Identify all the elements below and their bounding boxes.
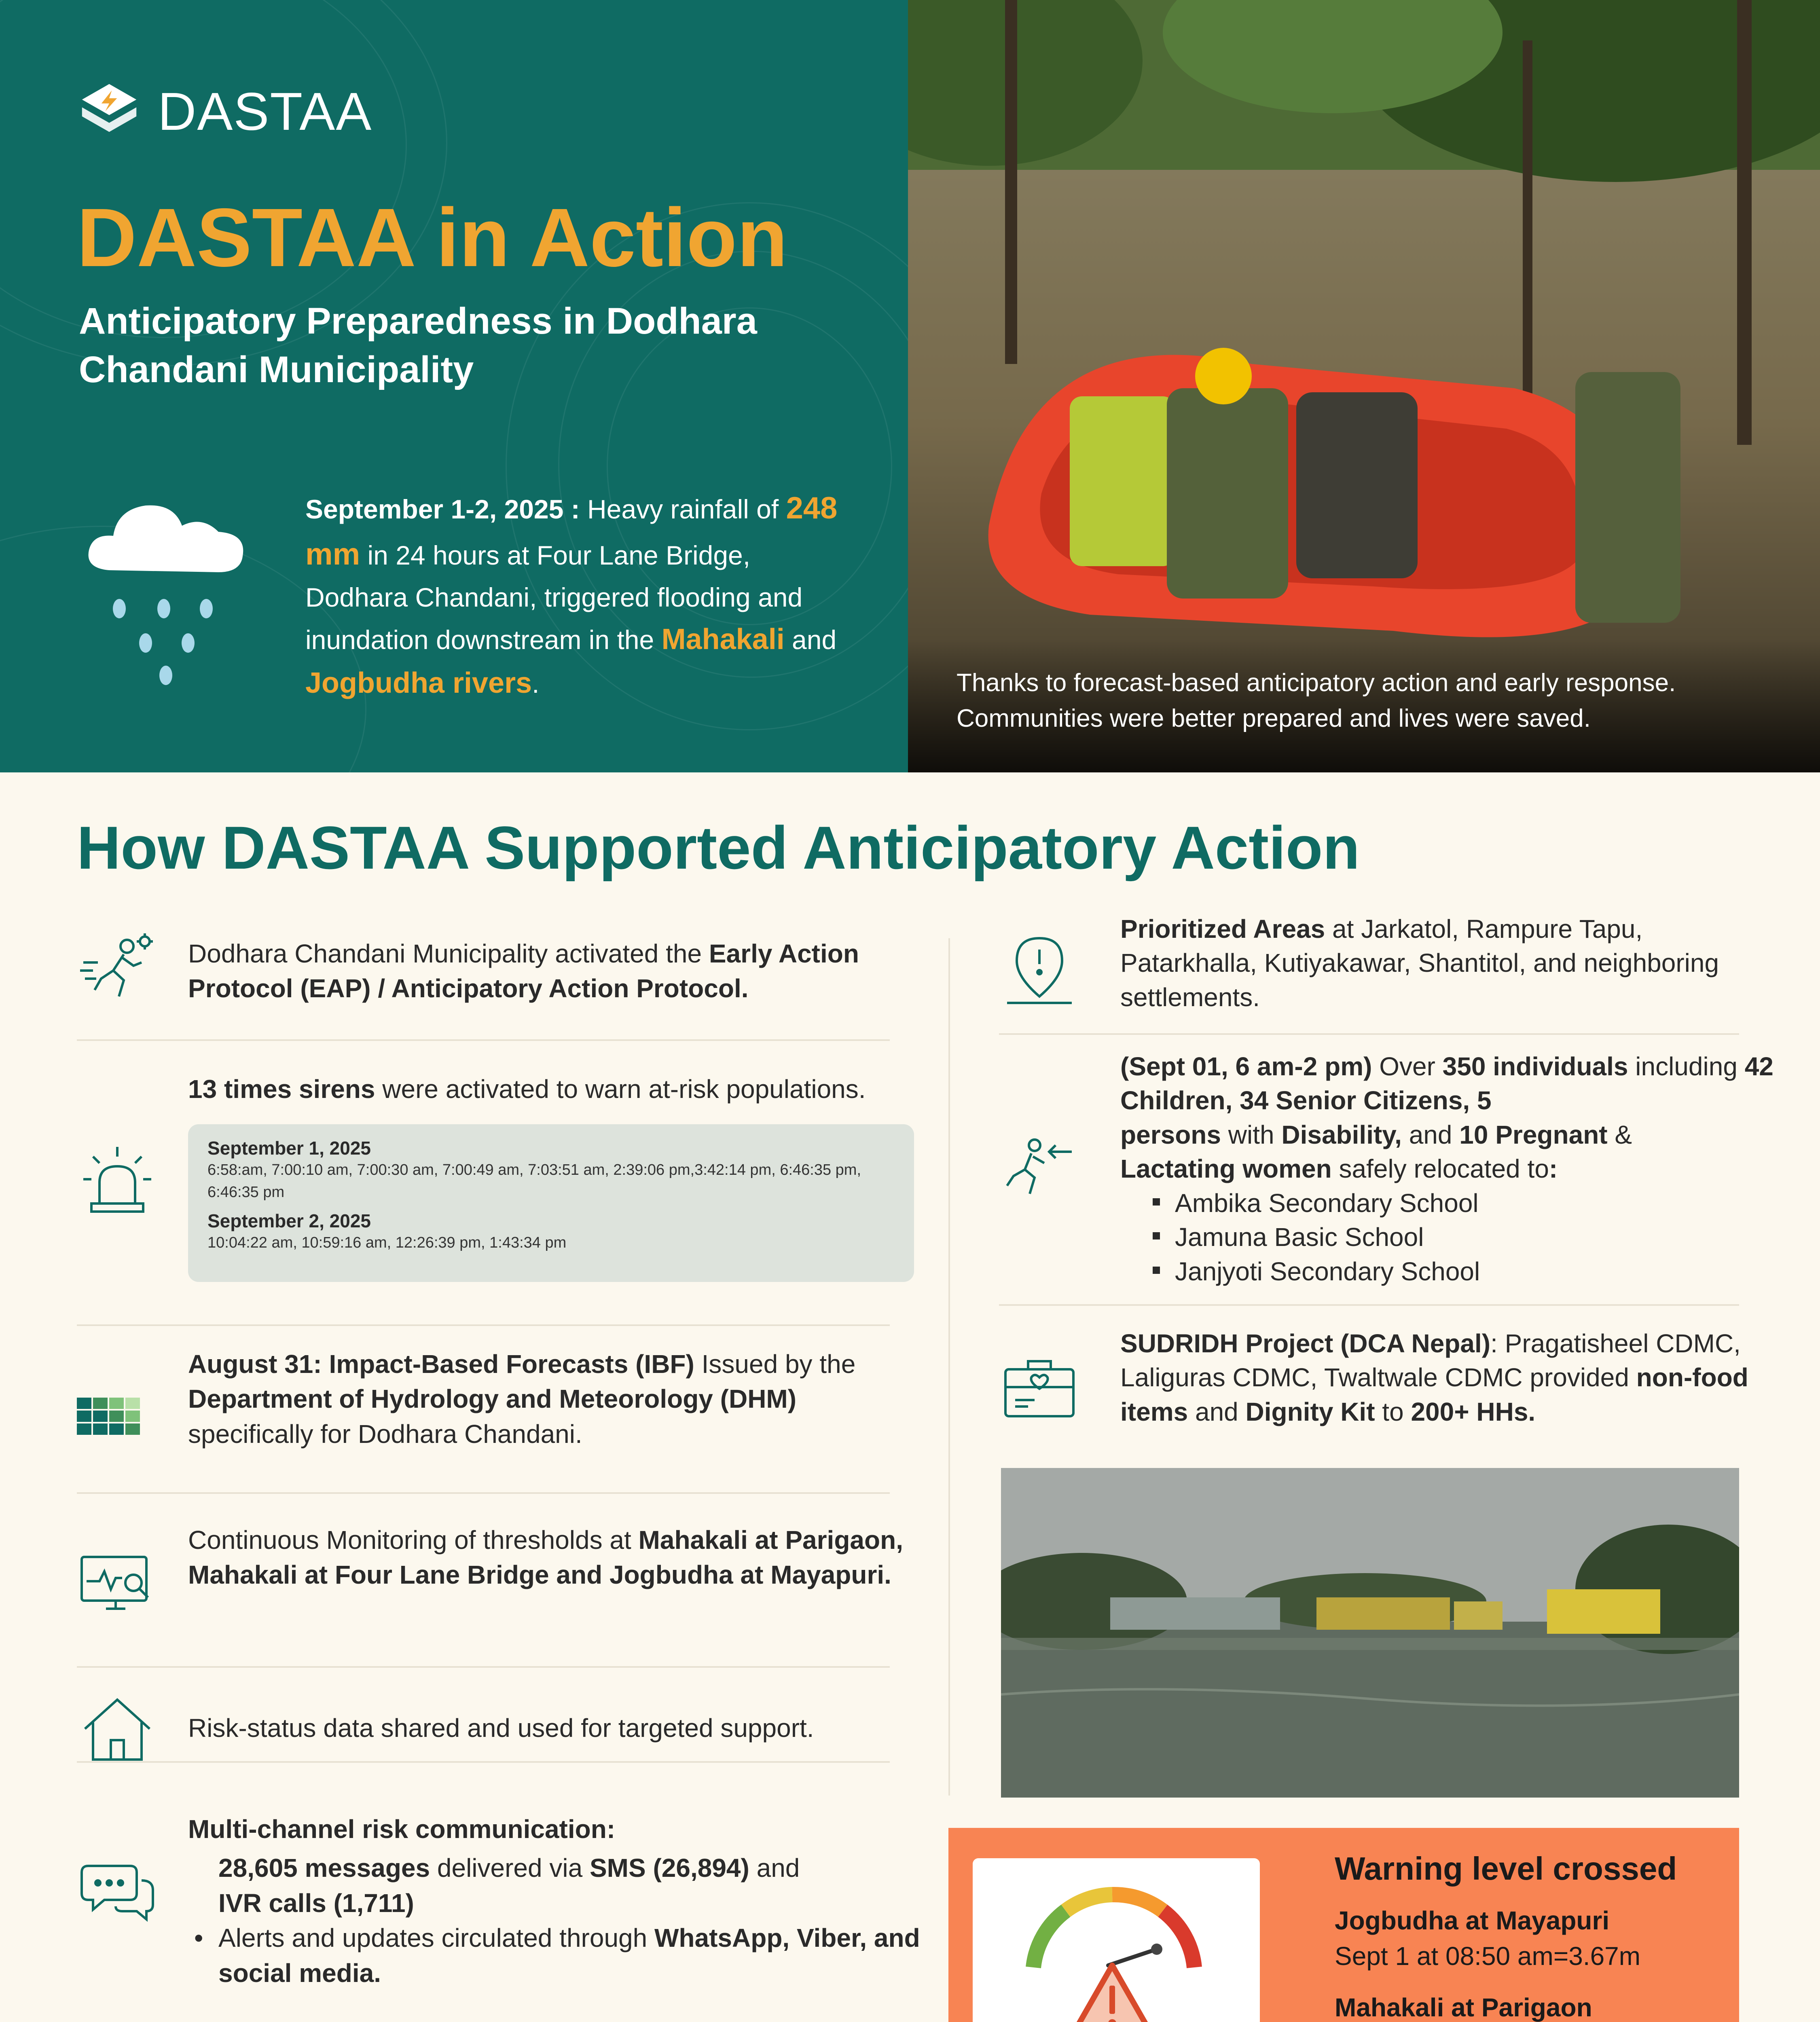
relocation-plain: & (1607, 1120, 1632, 1149)
multichannel-block (188, 1812, 924, 1990)
impact-matrix-icon (77, 1367, 158, 1448)
ibf-dhm: Department of Hydrology and Meteorology (DHM) (188, 1384, 797, 1414)
reading-jogbudha-1: Sept 1 at 08:50 am=3.67m (1335, 1942, 1641, 1971)
relocation-text (1120, 1049, 1776, 1288)
messages-line (188, 1851, 924, 1920)
list-item: Jamuna Basic School (1145, 1220, 1776, 1254)
siren-icon (77, 1140, 158, 1221)
sudridh-plain: : Pragatisheel CDMC, Laliguras CDMC, Twaltwale CDMC provided (1120, 1329, 1741, 1392)
flooded-school-photo (1001, 1468, 1739, 1798)
gauge-warning-icon (973, 1858, 1260, 2022)
row-divider (77, 1324, 890, 1326)
location-alert-icon (999, 930, 1080, 1011)
relocation-persons: persons (1120, 1120, 1221, 1149)
desc-text: . (532, 668, 540, 698)
logo-text: DASTAA (158, 81, 372, 141)
event-date: September 1-2, 2025 : (305, 494, 580, 524)
sudridh-kit: Dignity Kit (1245, 1397, 1375, 1426)
relocation-plain: safely relocated to (1331, 1154, 1549, 1184)
row-divider (999, 1033, 1739, 1035)
monitoring-stations: Mahakali at Parigaon, Mahakali at Four Lane Bridge and Jogbudha at Mayapuri. (188, 1525, 903, 1590)
relocation-pregnant: 10 Pregnant (1459, 1120, 1608, 1149)
sirens-text (188, 1072, 924, 1106)
eap-text-plain: Dodhara Chandani Municipality activated the (188, 939, 709, 968)
monitor-magnifier-icon (77, 1541, 158, 1622)
chat-bubbles-icon (77, 1848, 158, 1929)
ibf-date: August 31: Impact-Based Forecasts (IBF) (188, 1349, 694, 1379)
relocation-disability: Disability, (1281, 1120, 1402, 1149)
messages-count: 28,605 messages (218, 1853, 430, 1883)
siren-day1-label: September 1, 2025 (207, 1138, 371, 1159)
running-person-gear-icon (77, 930, 158, 1011)
aid-kit-icon (999, 1347, 1080, 1428)
relocation-total: 350 individuals (1442, 1052, 1628, 1081)
eap-text (188, 936, 924, 1006)
siren-day2-label: September 2, 2025 (207, 1210, 371, 1232)
flood-rescue-photo (908, 0, 1820, 772)
ibf-plain: Issued by the (694, 1349, 856, 1379)
station-jogbudha: Jogbudha at Mayapuri (1335, 1906, 1610, 1935)
areas-text (1120, 912, 1776, 1014)
page-subtitle: Anticipatory Preparedness in Dodhara Chandani Municipality (79, 300, 757, 390)
list-item: Ambika Secondary School (1145, 1186, 1776, 1220)
dastaa-logo-icon (77, 79, 142, 144)
desc-text: in 24 hours at Four Lane Bridge, Dodhara Chandani, triggered flooding and inundation downstream in the (305, 540, 803, 655)
alerts-channels: WhatsApp, Viber, and social media. (218, 1923, 920, 1988)
station-mahakali: Mahakali at Parigaon (1335, 1992, 1592, 2022)
relocation-plain: Over (1372, 1052, 1443, 1081)
row-divider (999, 1304, 1739, 1306)
messages-plain: and (749, 1853, 800, 1883)
siren-times-box (188, 1124, 914, 1282)
monitoring-plain: Continuous Monitoring of thresholds at (188, 1525, 639, 1555)
row-divider (77, 1761, 890, 1763)
ibf-plain: specifically for Dodhara Chandani. (188, 1419, 582, 1449)
alerts-line: • Alerts and updates circulated through WhatsApp, Viber, and social media. (194, 1923, 920, 1988)
sudridh-project: SUDRIDH Project (DCA Nepal) (1120, 1329, 1491, 1358)
row-divider (77, 1039, 890, 1041)
relocation-colon: : (1549, 1154, 1558, 1184)
relocation-time: (Sept 01, 6 am-2 pm) (1120, 1052, 1372, 1081)
messages-plain: delivered via (430, 1853, 590, 1883)
monitoring-text (188, 1523, 924, 1593)
areas-plain: at Jarkatol, Rampure Tapu, Patarkhalla, Kutiyakawar, Shantitol, and neighboring settlements. (1120, 914, 1719, 1012)
desc-text: and (784, 625, 837, 655)
hero-description (305, 485, 851, 705)
relocation-lactating: Lactating women (1120, 1154, 1332, 1184)
eap-text-bold: Early Action Protocol (EAP) / Anticipatory Action Protocol. (188, 939, 859, 1003)
warning-details (1335, 1850, 1731, 2022)
sirens-count: 13 times sirens (188, 1074, 375, 1104)
siren-day1-times: 6:58:am, 7:00:10 am, 7:00:30 am, 7:00:49 am, 7:03:51 am, 2:39:06 pm,3:42:14 pm, 6:46:35 pm, 6:46:35 pm (207, 1161, 861, 1201)
river-mahakali: Mahakali (661, 623, 785, 656)
gauge-card (973, 1858, 1260, 2022)
relocation-plain: and (1401, 1120, 1460, 1149)
section-title-how: How DASTAA Supported Anticipatory Action (77, 814, 1360, 882)
risk-text: Risk-status data shared and used for targeted support. (188, 1713, 814, 1743)
rain-cloud-icon (81, 481, 251, 692)
multichannel-title: Multi-channel risk communication: (188, 1815, 616, 1844)
rainfall-amount: 248 mm (305, 491, 838, 571)
siren-day2-times: 10:04:22 am, 10:59:16 am, 12:26:39 pm, 1:43:34 pm (207, 1234, 567, 1252)
column-divider (948, 938, 950, 1796)
areas-bold: Prioritized Areas (1120, 914, 1325, 943)
brand-logo (77, 77, 372, 146)
desc-text: Heavy rainfall of (580, 494, 786, 524)
relocation-plain: including (1628, 1052, 1745, 1081)
row-divider (77, 1666, 890, 1668)
sms-count: SMS (26,894) (589, 1853, 749, 1883)
ivr-count: IVR calls (1,711) (218, 1888, 414, 1918)
warning-title: Warning level crossed (1335, 1851, 1677, 1887)
sudridh-hhs: 200+ HHs. (1411, 1397, 1536, 1426)
evacuation-running-icon (999, 1124, 1080, 1205)
alerts-plain: Alerts and updates circulated through (218, 1923, 654, 1953)
sudridh-text (1120, 1326, 1776, 1429)
row-divider (77, 1492, 890, 1494)
photo-caption: Thanks to forecast-based anticipatory action and early response. Communities were better prepared and lives were saved. (957, 669, 1676, 733)
sirens-desc: were activated to warn at-risk populations. (375, 1074, 866, 1104)
sudridh-nfi: non-food items (1120, 1363, 1748, 1426)
sudridh-plain: and (1188, 1397, 1246, 1426)
house-icon (77, 1688, 158, 1769)
sudridh-plain: to (1375, 1397, 1411, 1426)
list-item: Janjyoti Secondary School (1145, 1254, 1776, 1288)
school-list (1145, 1186, 1776, 1288)
page-title: DASTAA in Action (77, 191, 788, 284)
relocation-plain: with (1221, 1120, 1282, 1149)
river-jogbudha: Jogbudha rivers (305, 667, 532, 699)
ibf-text (188, 1347, 924, 1451)
relocation-groups: 42 Children, 34 Senior Citizens, 5 (1120, 1052, 1773, 1115)
